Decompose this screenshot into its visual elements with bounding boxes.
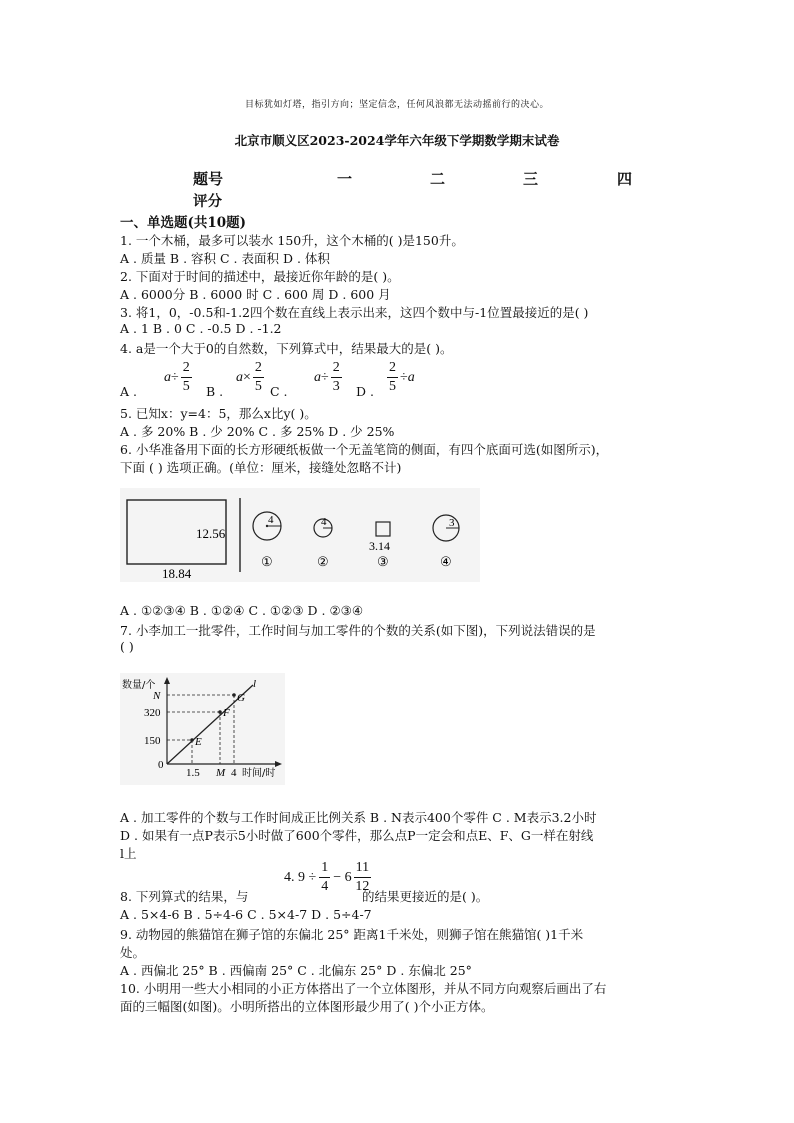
question-4: 4. a是一个大于0的自然数，下列算式中，结果最大的是( )。 (120, 341, 453, 356)
y-axis-label: 数量/个 (122, 680, 156, 691)
question-7-options-2: D . 如果有一点P表示5小时做了600个零件，那么点P一定会和点E、F、G一样在射线 (120, 828, 594, 843)
radius-label-4: 3 (449, 517, 455, 529)
q7-graph (120, 673, 285, 785)
rect-height-label: 12.56 (196, 526, 226, 541)
rect-width-label: 18.84 (162, 566, 192, 581)
motto: 目标犹如灯塔，指引方向；坚定信念，任何风浪都无法动摇前行的决心。 (244, 100, 549, 110)
score-col-3: 三 (523, 170, 539, 188)
label-m: M (216, 767, 226, 779)
tick-origin: 0 (158, 759, 164, 771)
shape-number-1: ① (261, 554, 273, 569)
label-l: l (253, 678, 257, 690)
question-6-line-1: 6. 小华准备用下面的长方形硬纸板做一个无盖笔筒的侧面，有四个底面可选(如图所示)， (120, 442, 609, 457)
label-f: F (223, 707, 230, 719)
score-col-4: 四 (617, 170, 633, 188)
radius-label-1: 4 (268, 514, 274, 526)
section-heading: 一、单选题(共10题) (120, 215, 247, 231)
question-7-options-3: l上 (120, 846, 137, 861)
q4-option-b-label: B . (206, 384, 224, 399)
label-e: E (195, 736, 202, 748)
question-2-options: A . 6000分 B . 6000 时 C . 600 周 D . 600 月 (120, 287, 391, 302)
question-2: 2. 下面对于时间的描述中，最接近你年龄的是( )。 (120, 269, 400, 284)
question-9-line-2: 处。 (120, 945, 146, 960)
shape-number-3: ③ (377, 554, 389, 569)
question-10-line-2: 面的三幅图(如图)。小明所搭出的立体图形最少用了( )个小正方体。 (120, 999, 494, 1014)
tick-320: 320 (144, 707, 161, 719)
question-5: 5. 已知x：y=4：5，那么x比y( )。 (120, 406, 317, 421)
page-title: 北京市顺义区2023-2024学年六年级下学期数学期末试卷 (234, 133, 560, 148)
question-4-options (120, 357, 640, 401)
question-6-line-2: 下面 ( ) 选项正确。(单位：厘米，接缝处忽略不计) (120, 460, 402, 475)
question-9-options: A . 西偏北 25° B . 西偏南 25° C . 北偏东 25° D . 东偏北 25° (120, 963, 472, 978)
question-6-options: A . ①②③④ B . ①②④ C . ①②③ D . ②③④ (120, 603, 364, 618)
q4-option-a-label: A . (120, 384, 137, 399)
question-1-options: A . 质量 B . 容积 C . 表面积 D . 体积 (120, 251, 330, 266)
score-table-header: 题号 (193, 170, 224, 188)
point-e (190, 738, 194, 742)
question-7-options-1: A . 加工零件的个数与工作时间成正比例关系 B . N表示400个零件 C . M表示3.2小时 (120, 810, 597, 825)
question-1: 1. 一个木桶，最多可以装水 150升，这个木桶的( )是150升。 (120, 233, 464, 248)
label-g: G (237, 692, 245, 704)
q6-figure (120, 488, 480, 582)
question-3: 3. 将1，0，-0.5和-1.2四个数在直线上表示出来，这四个数中与-1位置最接近的是( ) (120, 305, 589, 320)
question-9-line-1: 9. 动物园的熊猫馆在狮子馆的东偏北 25° 距离1千米处，则狮子馆在熊猫馆( )1千米 (120, 927, 584, 942)
question-8-expression: 4. 9 ÷ $\frac{1}{4}$ − 6 $\frac{11}{12}$ (284, 860, 370, 894)
q4-option-c-label: C . (270, 384, 288, 399)
question-8-tail: 的结果更接近的是( )。 (362, 889, 489, 904)
question-7-line-1: 7. 小李加工一批零件，工作时间与加工零件的个数的关系(如下图)，下列说法错误的是 (120, 623, 596, 638)
tick-1-5: 1.5 (186, 767, 200, 779)
question-7-line-2: ( ) (120, 639, 134, 654)
square-side-label: 3.14 (369, 539, 390, 553)
shape-number-4: ④ (440, 554, 452, 569)
q4-option-c-expr: a ÷ $\frac{2}{3}$ (314, 360, 340, 394)
label-n: N (153, 690, 161, 702)
q4-option-b-expr: a × $\frac{2}{5}$ (236, 360, 262, 394)
question-3-options: A . 1 B . 0 C . -0.5 D . -1.2 (120, 321, 282, 336)
point-f (218, 710, 222, 714)
score-row-label: 评分 (193, 193, 222, 210)
question-8-lead: 8. 下列算式的结果，与 (120, 889, 249, 904)
q4-option-d-label: D . (356, 384, 374, 399)
score-col-1: 一 (337, 170, 353, 188)
shape-number-2: ② (317, 554, 329, 569)
tick-4: 4 (231, 767, 237, 779)
q4-option-a-expr: a ÷ $\frac{2}{5}$ (164, 360, 190, 394)
question-5-options: A . 多 20% B . 少 20% C . 多 25% D . 少 25% (120, 424, 395, 439)
point-g (232, 693, 236, 697)
question-10-line-1: 10. 小明用一些大小相同的小正方体搭出了一个立体图形，并从不同方向观察后画出了右 (120, 981, 607, 996)
tick-150: 150 (144, 735, 161, 747)
x-axis-label: 时间/时 (242, 768, 276, 779)
q4-option-d-expr: $\frac{2}{5}$ ÷ a (389, 360, 415, 394)
question-8-options: A . 5×4-6 B . 5÷4-6 C . 5×4-7 D . 5÷4-7 (120, 907, 372, 922)
score-col-2: 二 (430, 170, 446, 188)
radius-label-2: 4 (321, 516, 327, 528)
